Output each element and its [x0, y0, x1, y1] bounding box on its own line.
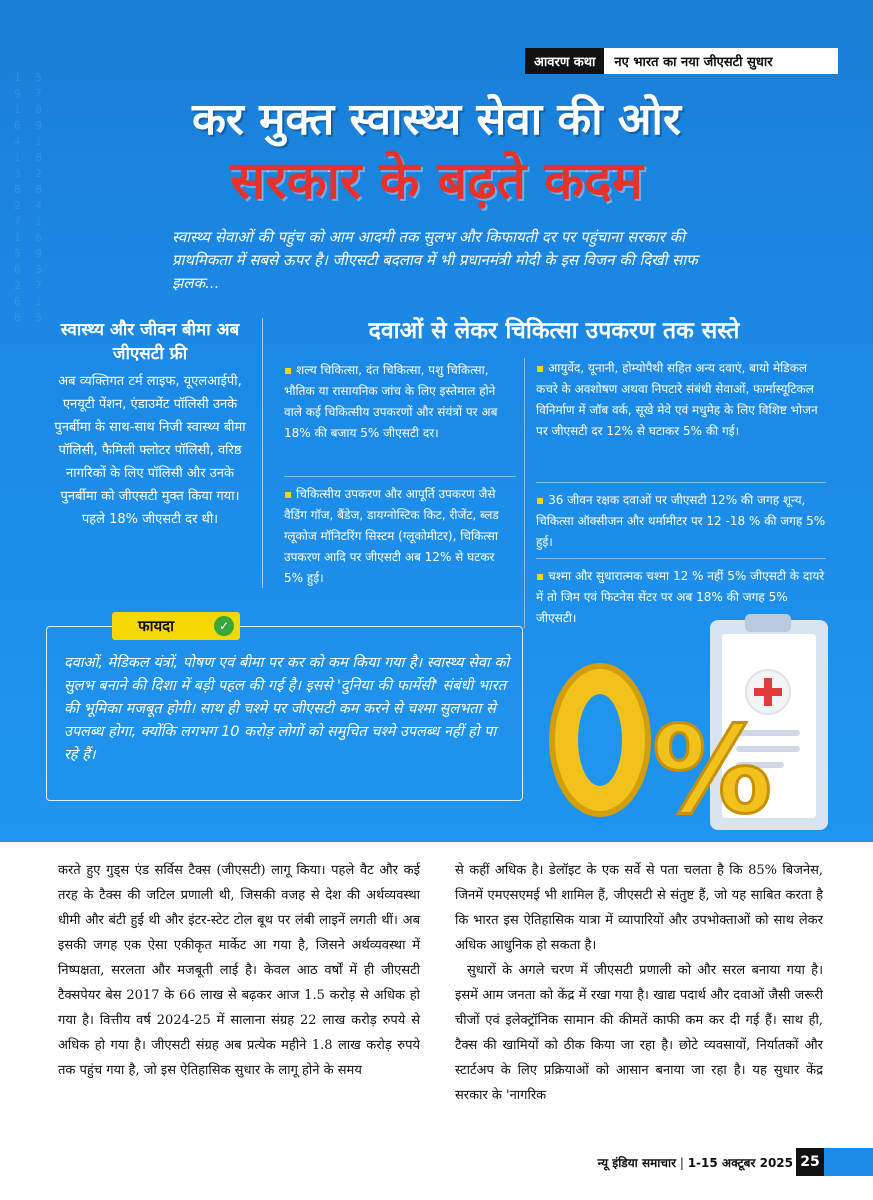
medicines-heading: दवाओं से लेकर चिकित्सा उपकरण तक सस्ते: [368, 318, 740, 344]
bullet-item: ▪ चिकित्सीय उपकरण और आपूर्ति उपकरण जैसे वैडिंग गॉज, बैंडेज, डायग्नोस्टिक किट, रीजेंट, ब्लड ग्लूकोज मॉनिटरिंग सिस्टम (ग्लूकोमीटर), चिकित्सा उपकरण आदि पर जीएसटी अब 12% से घटकर 5% हुई।: [284, 487, 499, 585]
divider: [284, 476, 516, 477]
bullet-icon: ▪: [284, 487, 293, 501]
clipboard-zero-percent-illustration: [540, 600, 873, 842]
footer-strip: [824, 1148, 873, 1176]
page-number: 25: [796, 1148, 824, 1176]
check-icon: ✓: [214, 616, 234, 636]
publication-name: न्यू इंडिया समाचार: [597, 1156, 677, 1170]
column-divider: [524, 358, 525, 628]
section-tagline: [525, 48, 838, 74]
bullet-item: ▪ चश्मा और सुधारात्मक चश्मा 12 % नहीं 5% जीएसटी के दायरे में तो जिम एवं फिटनेस सेंटर पर अब 18% की जगह 5% जीएसटी।: [536, 569, 825, 625]
page-title-line1: कर मुक्त स्वास्थ्य सेवा की ओर: [192, 94, 681, 145]
insurance-heading: स्वास्थ्य और जीवन बीमा अब जीएसटी फ्री: [60, 320, 240, 364]
bullet-item: ▪ 36 जीवन रक्षक दवाओं पर जीएसटी 12% की जगह शून्य, चिकित्सा ऑक्सीजन और थर्मामीटर पर 12 -18 % की जगह 5% हुई।: [536, 493, 826, 549]
page-title-line2: सरकार के बढ़ते कदम: [230, 151, 643, 211]
article-paragraph: सुधारों के अगले चरण में जीएसटी प्रणाली को और सरल बनाया गया है। इसमें आम जनता को केंद्र में रखा गया है। खाद्य पदार्थ और दवाओं जैसी जरूरी चीजों एवं इलेक्ट्रॉनिक सामान की कीमतें काफी कम कर दी गई हैं। साथ ही, टैक्स की खामियों को ठीक किया जा रहा है। छोटे व्यवसायों, निर्यातकों और स्टार्टअप के लिए प्रक्रियाओं को आसान बनाया जा रहा है। यह सुधार केंद्र सरकार के 'नागरिक: [455, 963, 823, 1103]
bullet-item: ▪ आयुर्वेद, यूनानी, होम्योपैथी सहित अन्य दवाएं, बायो मेडिकल कचरे के अवशोषण अथवा निपटारे संबंधी सेवाओं, फार्मास्यूटिकल विनिर्माण में जॉब वर्क, सूखे मेवे एवं मधुमेह के लिए विशिष्ट भोजन पर जीएसटी दर 12% से घटाकर 5% की गई।: [536, 361, 818, 438]
percent-sign: %: [652, 702, 773, 841]
decorative-digits: 1 5 9 7 1 0 6 9 4 1 1 8 3 2 8 8 2 4 7 1 1 6 5 9 0 3 2 7 6 1 8 5: [14, 71, 46, 324]
benefit-label: फायदा ✓: [112, 612, 240, 640]
insurance-body: अब व्यक्तिगत टर्म लाइफ, यूएलआईपी, एनयूटी पेंशन, एंडाउमेंट पॉलिसी उनके पुनर्बीमा के साथ-साथ निजी स्वास्थ्य बीमा पॉलिसी, फैमिली फ्लोटर पॉलिसी, वरिष्ठ नागरिकों के लिए पॉलिसी और उनके पुनर्बीमा को जीएसटी मुक्त किया गया। पहले 18% जीएसटी दर थी।: [54, 374, 246, 527]
benefit-text: दवाओं, मेडिकल यंत्रों, पोषण एवं बीमा पर कर को कम किया गया है। स्वास्थ्य सेवा को सुलभ बनाने की दिशा में बड़ी पहल की गई है। इससे 'दुनिया की फार्मेसी' संबंधी भारत की भूमिका मजबूत होगी। साथ ही चश्मे पर जीएसटी कम करने से चश्मा सुलभता से उपलब्ध होगा, क्योंकि लगभग 10 करोड़ लोगों को समुचित चश्मे उपलब्ध नहीं हो पा रहे हैं।: [64, 655, 510, 763]
article-paragraph: से कहीं अधिक है। डेलॉइट के एक सर्वे से पता चलता है कि 85% बिजनेस, जिनमें एमएसएमई भी शामिल हैं, जीएसटी से संतुष्ट हैं, जो यह साबित करता है कि भारत इस ऐतिहासिक यात्रा में व्यापारियों और उपभोक्ताओं को साथ लेकर अधिक आधुनिक हो सकता है।: [455, 863, 823, 953]
divider: [536, 558, 826, 559]
bullet-icon: ▪: [284, 363, 293, 377]
intro-paragraph: स्वास्थ्य सेवाओं की पहुंच को आम आदमी तक सुलभ और किफायती दर पर पहुंचाना सरकार की प्राथमिकता में सबसे ऊपर है। जीएसटी बदलाव में भी प्रधानमंत्री मोदी के इस विजन की दिखी साफ झलक...: [172, 228, 698, 292]
article-column-right: [455, 858, 823, 1108]
column-divider: [262, 318, 263, 588]
section-label: आवरण कथा: [525, 48, 604, 74]
insurance-section: [50, 318, 250, 531]
bullet-icon: ▪: [536, 361, 545, 375]
bullet-item: ▪ शल्य चिकित्सा, दंत चिकित्सा, पशु चिकित्सा, भौतिक या रासायनिक जांच के लिए इस्तेमाल होने वाले कई चिकित्सीय उपकरणों और संयंत्रों पर अब 18% की बजाय 5% जीएसटी दर।: [284, 363, 498, 440]
divider: [536, 482, 826, 483]
issue-date: 1-15 अक्टूबर 2025: [687, 1156, 793, 1170]
bullet-icon: ▪: [536, 493, 545, 507]
page-footer: न्यू इंडिया समाचार | 1-15 अक्टूबर 2025: [597, 1156, 793, 1170]
article-column-left: करते हुए गुड्स एंड सर्विस टैक्स (जीएसटी) लागू किया। पहले वैट और कई तरह के टैक्स की जटिल प्रणाली थी, जिसकी वजह से देश की अर्थव्यवस्था धीमी और बंटी हुई थी और इंटर-स्टेट टोल बूथ पर लंबी लाइनें लगती थीं। अब इसकी जगह एक ऐसा एकीकृत मार्केट आ गया है, जिसने अर्थव्यवस्था में निष्पक्षता, सरलता और मजबूती लाई है। केवल आठ वर्षों में ही जीएसटी टैक्सपेयर बेस 2017 के 66 लाख से बढ़कर आज 1.5 करोड़ से अधिक हो गया है। वित्तीय वर्ष 2024-25 में सालाना संग्रह 22 लाख करोड़ रुपये से अधिक हो गया है। जीएसटी संग्रह अब प्रत्येक महीने 1.8 लाख करोड़ रुपये तक पहुंच गया है, जो इस ऐतिहासिक सुधार के लागू होने के समय: [58, 863, 420, 1078]
bullet-icon: ▪: [536, 569, 545, 583]
section-topic: नए भारत का नया जीएसटी सुधार: [604, 48, 838, 74]
